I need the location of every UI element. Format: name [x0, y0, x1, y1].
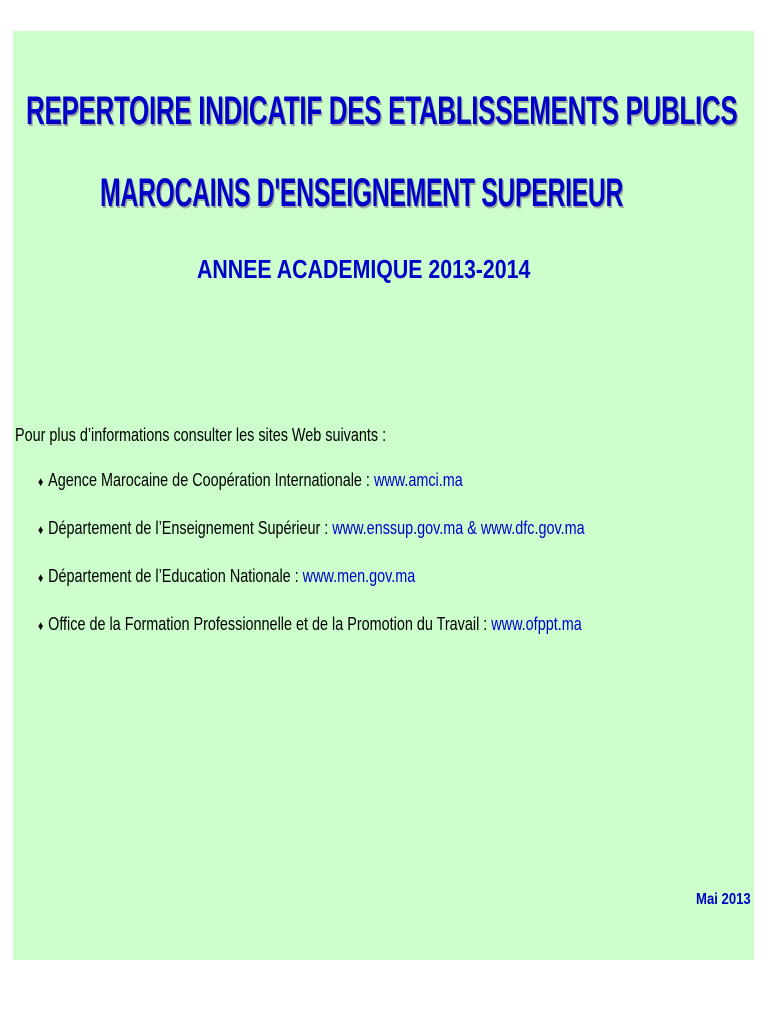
- diamond-bullet-icon: ♦: [38, 522, 44, 537]
- website-label: Département de l’Education Nationale :: [48, 566, 303, 586]
- website-label: Office de la Formation Professionnelle et de la Promotion du Travail :: [48, 614, 492, 634]
- website-label: Agence Marocaine de Coopération Internationale :: [48, 470, 374, 490]
- website-list-item: [38, 470, 585, 518]
- diamond-bullet-icon: ♦: [38, 570, 44, 585]
- diamond-bullet-icon: ♦: [38, 618, 44, 633]
- document-title-line-2: MAROCAINS D'ENSEIGNEMENT SUPERIEUR: [100, 171, 624, 215]
- document-title-line-1: REPERTOIRE INDICATIF DES ETABLISSEMENTS PUBLICS: [26, 89, 738, 133]
- website-link[interactable]: www.ofppt.ma: [491, 614, 582, 634]
- academic-year-subtitle: ANNEE ACADEMIQUE 2013-2014: [197, 254, 531, 284]
- website-list-item: [38, 614, 585, 662]
- diamond-bullet-icon: ♦: [38, 474, 44, 489]
- website-link[interactable]: www.amci.ma: [373, 470, 463, 490]
- website-list: [38, 470, 721, 662]
- website-list-item: [38, 566, 585, 614]
- website-link[interactable]: www.enssup.gov.ma & www.dfc.gov.ma: [332, 518, 585, 538]
- website-label: Département de l’Enseignement Supérieur :: [48, 518, 333, 538]
- website-link[interactable]: www.men.gov.ma: [302, 566, 416, 586]
- publication-date: Mai 2013: [696, 891, 751, 908]
- website-list-item: [38, 518, 585, 566]
- intro-text: Pour plus d’informations consulter les sites Web suivants :: [15, 425, 387, 445]
- document-page: [13, 31, 754, 960]
